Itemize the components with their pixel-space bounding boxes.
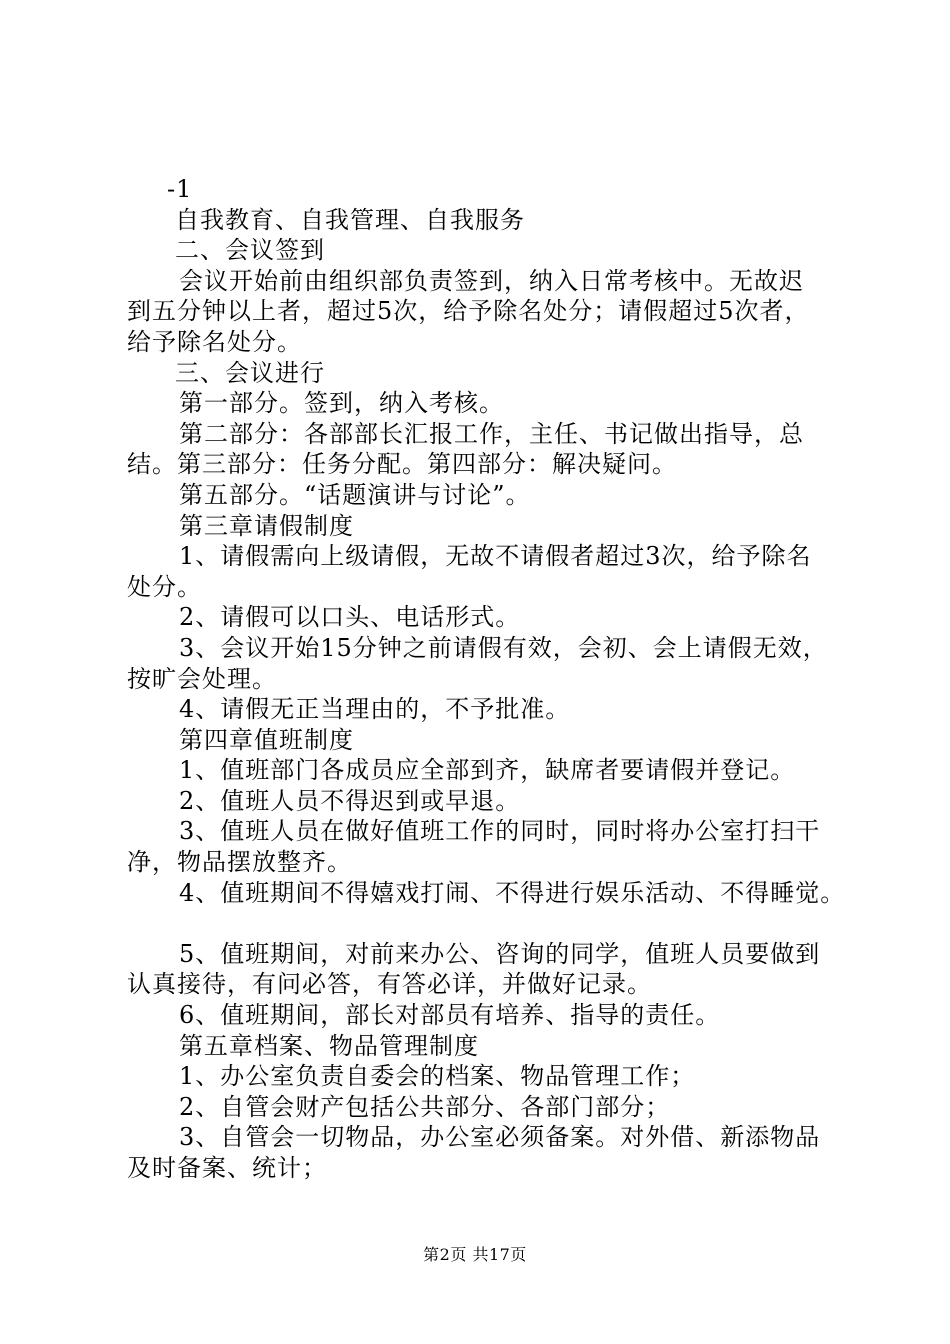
- text-line: 按旷会处理。: [127, 664, 277, 693]
- text-line: 2、请假可以口头、电话形式。: [179, 603, 521, 632]
- text-line: 3、会议开始15分钟之前请假有效，会初、会上请假无效，: [179, 633, 828, 662]
- text-line: 会议开始前由组织部负责签到，纳入日常考核中。无故迟: [179, 266, 804, 295]
- text-line: 1、请假需向上级请假，无故不请假者超过3次，给予除名: [179, 542, 812, 571]
- text-line: 4、请假无正当理由的，不予批准。: [179, 695, 571, 724]
- blank-line: [127, 908, 857, 939]
- text-line: 结。第三部分：任务分配。第四部分：解决疑问。: [127, 450, 677, 479]
- text-line: 第二部分：各部部长汇报工作，主任、书记做出指导，总: [179, 419, 804, 448]
- text-line: 及时备案、统计；: [127, 1154, 327, 1182]
- text-line: 1、值班部门各成员应全部到齐，缺席者要请假并登记。: [179, 756, 796, 785]
- text-line: 第五部分。“话题演讲与讨论”。: [179, 480, 531, 509]
- text-line: 4、值班期间不得嬉戏打闹、不得进行娱乐活动、不得睡觉。: [179, 878, 846, 907]
- text-line: 第四章值班制度: [179, 725, 354, 754]
- text-line: 2、值班人员不得迟到或早退。: [179, 786, 521, 815]
- text-line: 3、自管会一切物品，办公室必须备案。对外借、新添物品: [179, 1123, 821, 1152]
- text-line: 第三章请假制度: [179, 511, 354, 540]
- text-line: 6、值班期间，部长对部员有培养、指导的责任。: [179, 1001, 721, 1030]
- text-line: 给予除名处分。: [127, 327, 302, 356]
- text-line: 自我教育、自我管理、自我服务: [175, 205, 525, 234]
- text-line: 5、值班期间，对前来办公、咨询的同学，值班人员要做到: [179, 939, 821, 968]
- text-line: 第一部分。签到，纳入考核。: [179, 389, 504, 418]
- text-line: 认真接待，有问必答，有答必详，并做好记录。: [127, 970, 652, 999]
- text-line: 第五章档案、物品管理制度: [179, 1031, 479, 1060]
- text-line: 二、会议签到: [175, 236, 325, 265]
- body-text: [127, 174, 857, 1184]
- text-line: 3、值班人员在做好值班工作的同时，同时将办公室打扫干: [179, 817, 821, 846]
- text-line: -1: [167, 175, 193, 203]
- text-line: 到五分钟以上者，超过5次，给予除名处分；请假超过5次者，: [127, 297, 810, 326]
- text-line: 处分。: [127, 572, 202, 601]
- text-line: 三、会议进行: [175, 358, 325, 387]
- text-line: 2、自管会财产包括公共部分、各部门部分；: [179, 1092, 671, 1121]
- text-line: 净，物品摆放整齐。: [127, 848, 352, 877]
- text-line: 1、办公室负责自委会的档案、物品管理工作；: [179, 1062, 696, 1091]
- page-footer: 第2页 共17页: [423, 1245, 527, 1264]
